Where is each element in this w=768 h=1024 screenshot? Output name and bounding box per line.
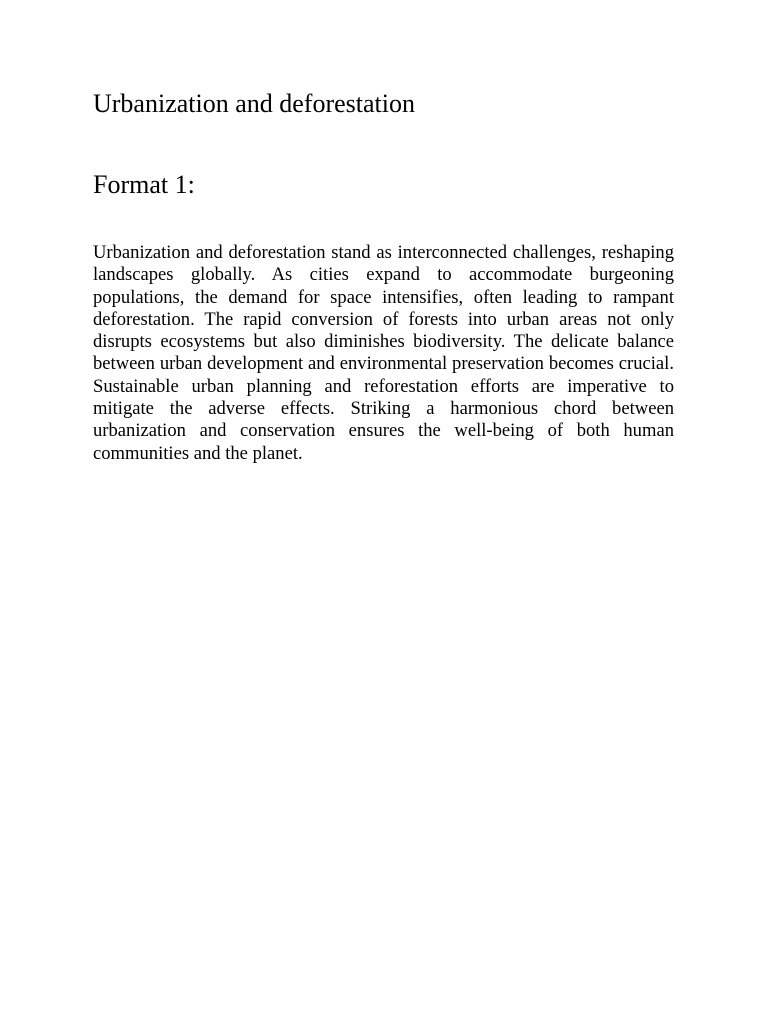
document-title: Urbanization and deforestation — [93, 89, 415, 118]
section-heading: Format 1: — [93, 170, 195, 199]
body-paragraph: Urbanization and deforestation stand as interconnected challenges, reshaping landscapes globally. As cities expand to accommodate burgeoning populations, the demand for space intensifies, often leading to rampant deforestation. The rapid conversion of forests into urban areas not only disrupts ecosystems but also diminishes biodiversity. The delicate balance between urban development and environmental preservation becomes crucial. Sustainable urban planning and reforestation efforts are imperative to mitigate the adverse effects. Striking a harmonious chord between urbanization and conservation ensures the well-being of both human communities and the planet. — [93, 242, 674, 464]
